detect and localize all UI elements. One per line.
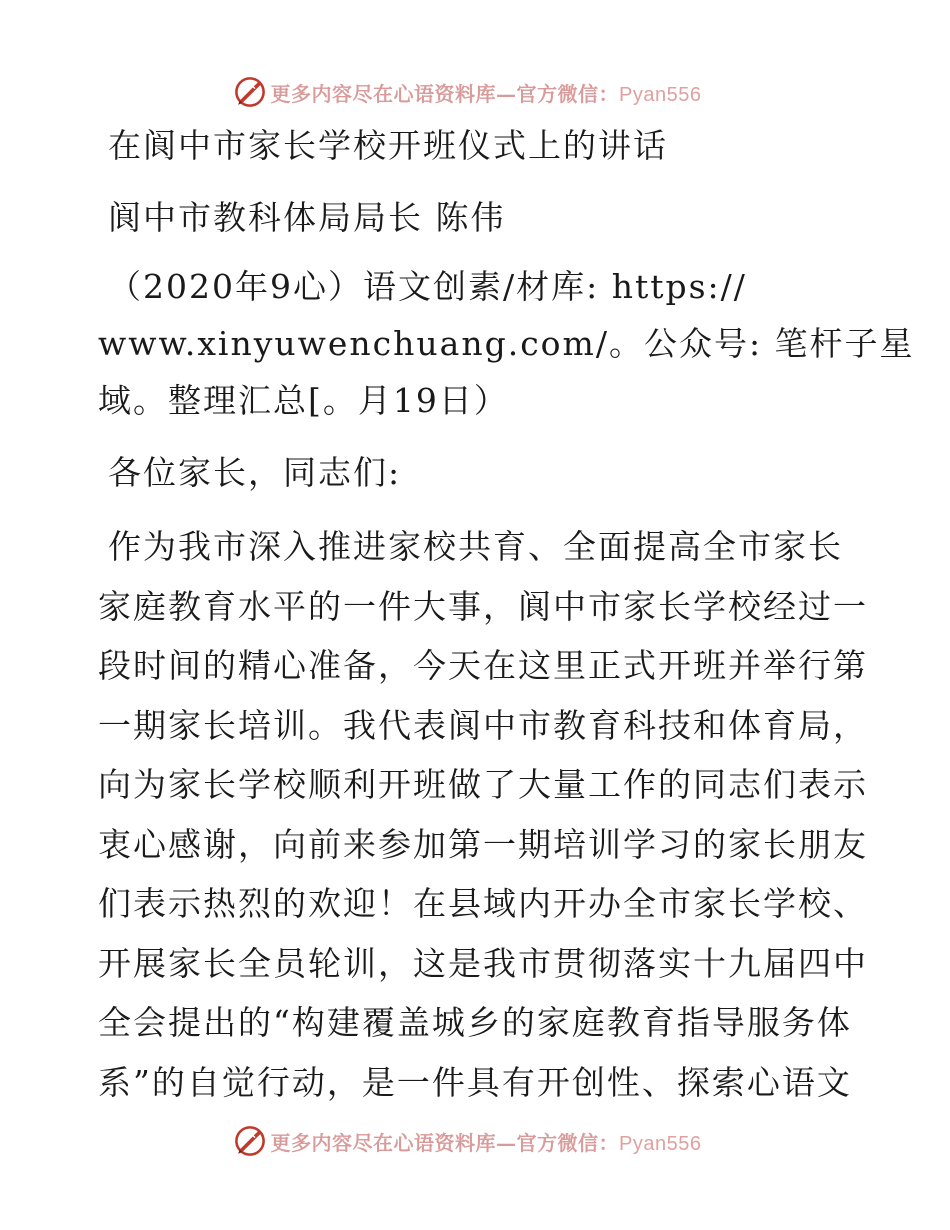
author-line: 阆中市教科体局局长 陈伟 [108,198,506,237]
wechat-id: Pyan556 [619,1132,702,1155]
paragraph-line: 衷心感谢，向前来参加第一期培训学习的家长朋友 [98,824,868,864]
paragraph-line: 们表示热烈的欢迎！在县域内开办全市家长学校、 [98,884,868,923]
document-body [98,120,915,1112]
date-line: 域。整理汇总[。月19日） [98,381,509,420]
paragraph-line: 段时间的精心准备，今天在这里正式开班并举行第 [98,646,868,685]
document-title: 在阆中市家长学校开班仪式上的讲话 [108,126,668,165]
watermark-banner-bottom [0,1121,950,1161]
body-paragraph [98,517,868,1112]
red-pen-logo-icon [233,1124,267,1158]
watermark-text: 更多内容尽在心语资料库—官方微信：Pyan556 [270,1130,702,1155]
paragraph-line: 作为我市深入推进家校共育、全面提高全市家长 [108,527,843,566]
date-line: （2020年9心）语文创素/材库: https:// [108,267,747,306]
paragraph-line: 开展家长全员轮训，这是我市贯彻落实十九届四中 [98,943,868,983]
paragraph-line: 家庭教育水平的一件大事，阆中市家长学校经过一 [98,586,868,626]
date-line: www.xinyuwenchuang.com/。公众号: 笔杆子星 [98,324,915,363]
greeting: 各位家长，同志们: [108,453,402,492]
paragraph-line: 向为家长学校顺利开班做了大量工作的同志们表示 [98,765,868,804]
date-note [98,258,915,429]
paragraph-line: 全会提出的“构建覆盖城乡的家庭教育指导服务体 [98,1003,852,1042]
watermark-text: 更多内容尽在心语资料库—官方微信：Pyan556 [270,81,702,106]
red-pen-logo-icon [233,75,267,109]
paragraph-line: 系”的自觉行动，是一件具有开创性、探索心语文 [98,1062,852,1102]
watermark-banner-top [0,72,950,112]
paragraph-line: 一期家长培训。我代表阆中市教育科技和体育局， [98,705,868,745]
wechat-id: Pyan556 [619,83,702,106]
